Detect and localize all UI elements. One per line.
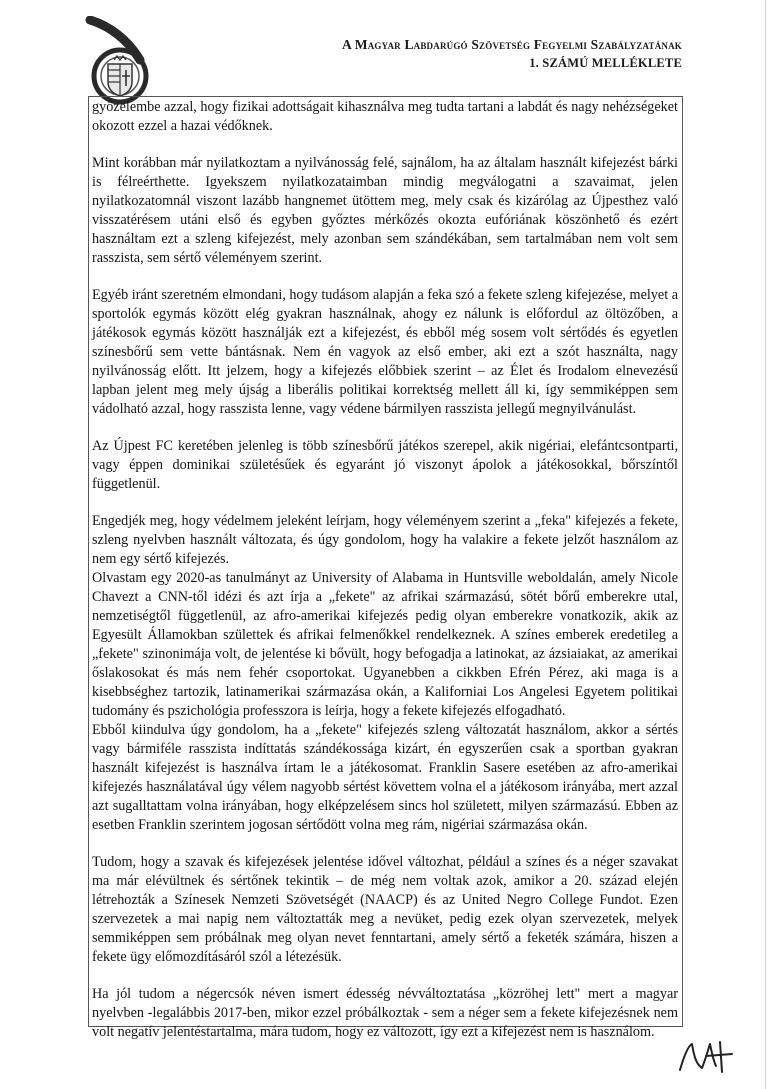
header-subtitle: 1. SZÁMÚ MELLÉKLETE (529, 56, 682, 70)
paragraph: Ebből kiindulva úgy gondolom, ha a „fekete" kifejezés szleng változatát használom, akkor a sértés vagy bármiféle rasszista indíttatás szándékossága kizárt, én egyszerűen csak a sportban gyakran használt kifejezést is használva írtam le a játékosomat. Franklin Sasere esetében az afro-amerikai kifejezés használatával úgy vélem nagyobb sértést követtem volna el a játékosom irányába, mert azzal azt sugalltattam volna irányában, hogy elképzelésem sincs hol született, milyen származású. Ebben az esetben Franklin szerintem jogosan sértődött volna meg rám, nigériai származása okán. (92, 722, 678, 833)
document-body (92, 98, 678, 1060)
page-edge (765, 0, 766, 1089)
mlsz-crest-logo-icon (84, 16, 164, 108)
paragraph: Tudom, hogy a szavak és kifejezések jelentése idővel változhat, például a színes és a néger szavakat ma már elévültnek és sértőnek tekintik – de még nem voltak azok, amikor a 20. század elején létrehozták a Színesek Nemzeti Szövetségét (NAACP) és az United Negro College Fundot. Ezen szervezetek a mai napig nem változtatták meg a nevüket, pedig ezek olyan szervezetek, melyek semmiképpen sem próbálnak meg olyan nevet fenntartani, amely sértő a feketék számára, hiszen a fekete ügy előmozdításáról szól a létezésük. (92, 854, 678, 965)
header-title: A Magyar Labdarúgó Szövetség Fegyelmi Szabályzatának (341, 37, 682, 52)
paragraph: Egyéb iránt szeretném elmondani, hogy tudásom alapján a feka szó a fekete szleng kifejezése, melyet a sportolók egymás között elég gyakran használnak, ahogy ez nálunk is előfordul az öltözőben, a játékosok egymás között használják ezt a kifejezést, és ebből még sosem volt sértődés és egyetlen színesbőrű sem vette bántásnak. Nem én vagyok az első ember, aki ezt a szót használta, nagy nyilvánosság előtt. Itt jelzem, hogy a kifejezés előbbiek szerint – az Élet és Irodalom elnevezésű lapban jelent meg mely újság a liberális politikai korrektség mellett áll ki, így semmiképpen sem vádolható azzal, hogy rasszista lenne, vagy védene bármilyen rasszista jellegű megnyilvánulást. (92, 287, 678, 417)
paragraph: Olvastam egy 2020-as tanulmányt az University of Alabama in Huntsville weboldalán, amely Nicole Chavezt a CNN-től idézi és azt írja a „fekete" az afrikai származású, sötét bőrű emberekre utal, nemzetiségtől függetlenül, az afro-amerikai kifejezés pedig olyan emberekre vonatkozik, akik az Egyesült Államokban születtek és afrikai felmenőkkel rendelkeznek. A színes emberek eredetileg a „fekete" szinonimája volt, de jelentése ki bővült, hogy befogadja a latinokat, az ázsiaiakat, az amerikai őslakosokat és más nem fehér csoportokat. Ugyanebben a cikkben Efrén Pérez, aki maga is a kisebbséghez tartozik, latinamerikai származása okán, a Kaliforniai Los Angelesi Egyetem politikai tudomány és pszichológia professzora is leírja, hogy a fekete kifejezés elfogadható. (92, 570, 678, 719)
handwritten-initials-signature-icon (676, 1036, 738, 1078)
paragraph: Mint korábban már nyilatkoztam a nyilvánosság felé, sajnálom, ha az általam használt kifejezést bárki is félreérthette. Igyekszem nyilatkozataimban mindig megválogatni a szavaimat, jelen nyilatkozatomnál viszont lazább hangnemet ütöttem meg, mely csak és kizárólag az Újpesthez való visszatérésem utáni első és egyben győztes mérkőzés okozta eufóriának köszönhető és ezért használtam ezt a szleng kifejezést, mely azonban sem szándékában, sem tartalmában nem volt sem rasszista, sem sértő véleményem szerint. (92, 155, 678, 266)
paragraph: Engedjék meg, hogy védelmem jeleként leírjam, hogy véleményem szerint a „feka" kifejezés a fekete, szleng nyelvben használt változata, és úgy gondolom, hogy ha valakire a fekete jelzőt használom az nem egy sértő kifejezés. (92, 513, 678, 567)
document-header (342, 36, 682, 72)
paragraph: Az Újpest FC keretében jelenleg is több színesbőrű játékos szerepel, akik nigériai, elefántcsontparti, vagy éppen dominikai születésűek és egyaránt jó viszonyt ápolok a játékosokkal, bőrszíntől függetlenül. (92, 438, 678, 492)
paragraph: győzelembe azzal, hogy fizikai adottságait kihasználva meg tudta tartani a labdát és nagy nehézségeket okozott ezzel a hazai védőknek. (92, 99, 678, 134)
paragraph: Ha jól tudom a négercsók néven ismert édesség névváltoztatása „közröhej lett" mert a magyar nyelvben -legalábbis 2017-ben, mikor ezzel próbálkoztak - sem a néger sem a fekete kifejezésnek nem volt negatív jelentéstartalma, mára tudom, hogy ez változott, így ezt a kifejezést nem is használom. (92, 986, 678, 1040)
